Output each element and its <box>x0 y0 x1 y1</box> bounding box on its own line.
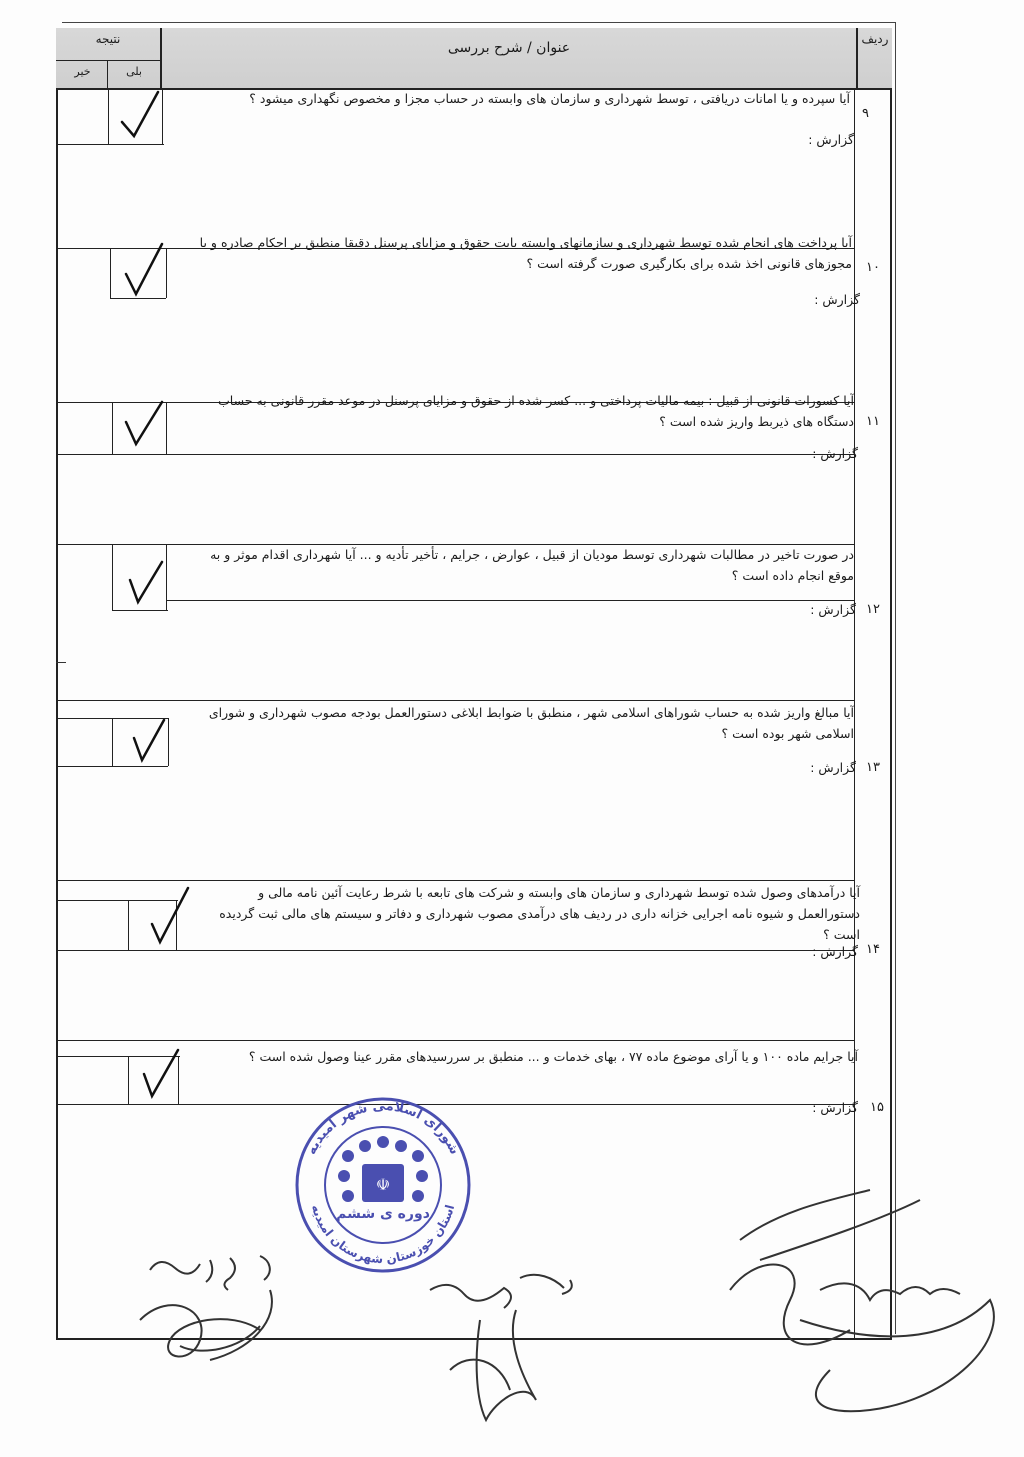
yes-no-divider-10 <box>110 248 111 298</box>
row-number-12: ۱۲ <box>866 602 880 617</box>
yes-no-divider-13 <box>112 718 113 766</box>
checkmark-10 <box>122 240 166 298</box>
row-divider-14 <box>56 1040 854 1041</box>
row-number-9: ۹ <box>862 106 869 121</box>
answer-divider-11 <box>166 402 167 454</box>
question-10: آیا پرداخت های انجام شده توسط شهرداری و سازمانهای وابسته بابت حقوق و مزایای پرسنل دقیقا منطبق بر احکام صادره و یا مجوزهای قانونی اخذ شده برای بکارگیری صورت گرفته است ؟ <box>199 235 852 271</box>
checkmark-12 <box>126 558 166 608</box>
answer-bottom-11 <box>56 454 854 455</box>
question-12: در صورت تاخیر در مطالبات شهرداری توسط مودیان از قبیل ، عوارض ، جرایم ، تأخیر تأدیه و ... آیا شهرداری اقدام موثر و به موقع انجام داده است ؟ <box>210 547 854 583</box>
question-15: آیا جرایم ماده ۱۰۰ و یا آرای موضوع ماده ۷۷ ، بهای خدمات و ... منطبق بر سررسیدهای مقرر عینا وصول شده است ؟ <box>248 1049 858 1064</box>
question-9: آیا سپرده و یا امانات دریافتی ، توسط شهرداری و سازمان های وابسته در حساب مجزا و مخصوص نگهداری میشود ؟ <box>249 91 850 106</box>
question-14: آیا درآمدهای وصول شده توسط شهرداری و سازمان های وابسته و شرکت های تابعه با شرط رعایت آئین نامه مالی و دستورالعمل و شیوه نامه اجرایی خزانه داری در ردیف های درآمدی مصوب شهرداری و دفاتر و سیستم های مالی ثبت گردیده است ؟ <box>219 885 860 942</box>
row-divider-13 <box>56 880 854 881</box>
report-label-15: گزارش : <box>812 1100 858 1115</box>
header-yes-label: بلی <box>107 60 160 90</box>
row-number-10: ۱۰ <box>866 260 880 275</box>
header-title: عنوان / شرح بررسی <box>447 40 571 56</box>
seal-bottom-text: استان خوزستان شهرستان امیدیه <box>308 1203 458 1267</box>
signature-right <box>700 1180 1000 1430</box>
yes-no-divider-11 <box>112 402 113 454</box>
question-bottom-12 <box>166 600 854 601</box>
row-number-15: ۱۵ <box>870 1100 884 1115</box>
checkmark-9 <box>118 88 162 140</box>
row-number-13: ۱۳ <box>866 760 880 775</box>
answer-bottom-12 <box>112 610 168 611</box>
report-label-10: گزارش : <box>814 292 860 307</box>
answer-bottom-14 <box>56 950 854 951</box>
answer-bottom-10 <box>110 298 166 299</box>
header-result <box>56 28 162 90</box>
answer-divider-10 <box>166 248 167 298</box>
seal-outer-text: شورای اسلامی شهر امیدیه <box>304 1098 462 1158</box>
row-divider-12 <box>56 700 854 701</box>
report-label-12: گزارش : <box>810 602 856 617</box>
row-number-11: ۱۱ <box>866 414 880 429</box>
report-label-9: گزارش : <box>808 132 854 147</box>
report-label-11: گزارش : <box>812 446 858 461</box>
header-row-number: ردیف <box>856 28 892 90</box>
answer-bottom-9 <box>56 144 164 145</box>
answer-bottom-13 <box>56 766 168 767</box>
yes-no-divider-9 <box>108 90 109 144</box>
signature-left <box>120 1250 320 1390</box>
checkmark-11 <box>122 398 166 450</box>
row-number-14: ۱۴ <box>866 942 880 957</box>
checkmark-13 <box>130 716 170 764</box>
question-11: آیا کسورات قانونی از قبیل : بیمه مالیات پرداختی و ... کسر شده از حقوق و مزایای پرسنل در موعد مقرر قانونی به حساب دستگاه های ذیربط واریز شده است ؟ <box>218 393 854 429</box>
svg-text:☫: ☫ <box>375 1175 391 1194</box>
checkmark-14 <box>146 884 192 946</box>
header-no-label: خیر <box>56 60 109 90</box>
yes-no-divider-15 <box>128 1056 129 1104</box>
question-13: آیا مبالغ واریز شده به حساب شوراهای اسلامی شهر ، منطبق با ضوابط ابلاغی دستورالعمل بودجه مصوب شهرداری و شورای اسلامی شهر بوده است ؟ <box>208 705 854 741</box>
report-label-14: گزارش : <box>812 944 858 959</box>
signature-middle <box>410 1260 600 1430</box>
report-label-13: گزارش : <box>810 760 856 775</box>
checkmark-15 <box>140 1046 182 1100</box>
header-result-label: نتیجه <box>95 32 121 46</box>
table-header <box>56 28 892 90</box>
margin-tick <box>56 662 66 663</box>
answer-divider-9 <box>162 90 163 144</box>
yes-no-divider-14 <box>128 900 129 950</box>
yes-no-divider-12 <box>112 544 113 610</box>
row-number-divider <box>854 90 855 1340</box>
seal-inner-text: دوره ی ششم <box>336 1206 430 1222</box>
